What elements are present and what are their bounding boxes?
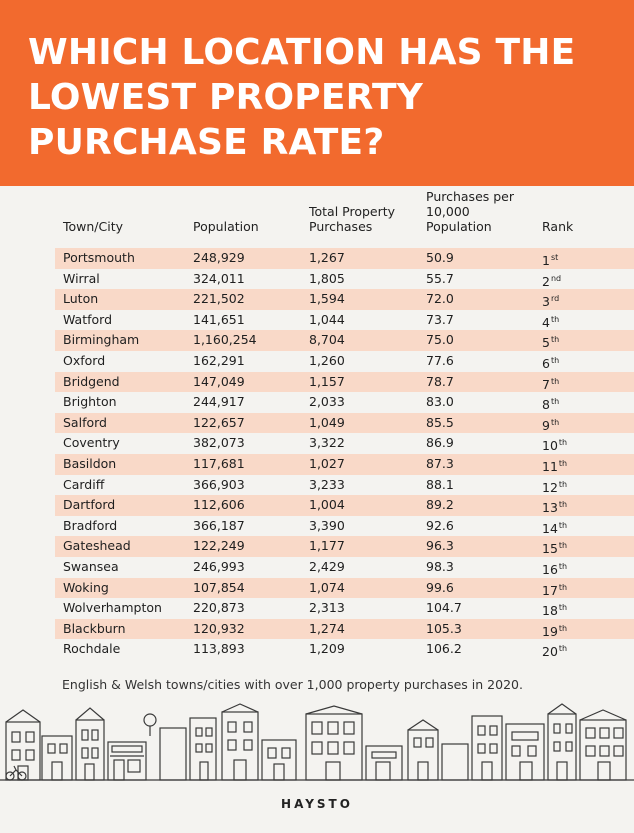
purchases-cell: 1,044 — [309, 311, 345, 327]
town-cell: Wolverhampton — [63, 600, 162, 616]
per10k-cell: 99.6 — [426, 579, 454, 595]
town-cell: Rochdale — [63, 641, 121, 657]
rank-number: 8 — [542, 397, 550, 413]
rank-suffix: st — [550, 253, 559, 262]
population-cell: 141,651 — [193, 311, 245, 327]
rank-suffix: th — [558, 458, 568, 468]
purchase-rate-table — [55, 186, 634, 660]
table-row — [55, 351, 634, 372]
purchases-cell: 1,267 — [309, 250, 345, 265]
table-row — [55, 454, 634, 475]
town-cell: Salford — [63, 414, 107, 430]
town-cell: Luton — [63, 291, 99, 307]
purchases-cell: 3,233 — [309, 476, 345, 492]
rank-suffix: th — [558, 500, 568, 510]
population-cell: 112,606 — [193, 497, 245, 513]
table-row — [55, 619, 634, 640]
rank-suffix: th — [550, 314, 560, 324]
purchases-cell: 1,805 — [309, 270, 345, 286]
rank-suffix: nd — [550, 273, 562, 283]
population-cell: 120,932 — [193, 620, 245, 636]
per10k-cell: 88.1 — [426, 476, 454, 492]
per10k-cell: 55.7 — [426, 270, 454, 286]
per10k-cell: 73.7 — [426, 311, 454, 327]
table-row — [55, 639, 634, 660]
population-cell: 113,893 — [193, 641, 245, 657]
town-cell: Cardiff — [63, 476, 105, 492]
population-cell: 248,929 — [193, 250, 245, 265]
table-row — [55, 413, 634, 434]
table-header — [55, 186, 634, 248]
rank-suffix: th — [558, 479, 568, 489]
rank-number: 16 — [542, 561, 558, 577]
purchases-cell: 1,274 — [309, 620, 345, 636]
rank-suffix: th — [550, 355, 560, 365]
table-row — [55, 495, 634, 516]
table-row — [55, 392, 634, 413]
rank-number: 19 — [542, 623, 558, 639]
town-cell: Swansea — [63, 558, 119, 574]
column-header-population: Population — [193, 219, 259, 234]
per10k-cell: 83.0 — [426, 394, 454, 410]
population-cell: 122,657 — [193, 414, 245, 430]
rank-number: 9 — [542, 417, 550, 433]
table-row — [55, 310, 634, 331]
per10k-cell: 104.7 — [426, 600, 462, 616]
rank-number: 18 — [542, 603, 558, 619]
purchases-cell: 1,049 — [309, 414, 345, 430]
town-cell: Coventry — [63, 435, 120, 451]
town-cell: Wirral — [63, 270, 100, 286]
per10k-cell: 86.9 — [426, 435, 454, 451]
per10k-cell: 72.0 — [426, 291, 454, 307]
rank-number: 4 — [542, 314, 550, 330]
population-cell: 162,291 — [193, 352, 245, 368]
rank-number: 5 — [542, 335, 550, 351]
rank-suffix: th — [558, 582, 568, 592]
rank-number: 3 — [542, 294, 550, 310]
rank-number: 13 — [542, 500, 558, 516]
population-cell: 221,502 — [193, 291, 245, 307]
rank-suffix: th — [558, 520, 568, 530]
population-cell: 117,681 — [193, 455, 245, 471]
purchases-cell: 3,390 — [309, 517, 345, 533]
population-cell: 324,011 — [193, 270, 245, 286]
table-row — [55, 578, 634, 599]
table-row — [55, 433, 634, 454]
town-cell: Birmingham — [63, 332, 140, 348]
per10k-cell: 89.2 — [426, 497, 454, 513]
rank-suffix: th — [558, 561, 568, 571]
street-of-houses-illustration — [0, 700, 634, 785]
rank-number: 20 — [542, 644, 558, 660]
population-cell: 122,249 — [193, 538, 245, 554]
column-header-town: Town/City — [63, 219, 124, 234]
rank-number: 1 — [542, 253, 550, 268]
per10k-cell: 105.3 — [426, 620, 462, 636]
rank-number: 12 — [542, 479, 558, 495]
rank-number: 15 — [542, 541, 558, 557]
footnote: English & Welsh towns/cities with over 1,000 property purchases in 2020. — [62, 677, 523, 692]
rank-suffix: th — [558, 644, 568, 654]
header-banner — [0, 0, 634, 186]
rank-number: 17 — [542, 582, 558, 598]
per10k-cell: 87.3 — [426, 455, 454, 471]
column-header-rank: Rank — [542, 219, 574, 234]
column-header-per-10000: Purchases per 10,000 Population — [426, 189, 515, 234]
rank-suffix: th — [550, 376, 560, 386]
rank-suffix: rd — [550, 294, 560, 304]
table-row — [55, 269, 634, 290]
population-cell: 107,854 — [193, 579, 245, 595]
purchases-cell: 1,027 — [309, 455, 345, 471]
town-cell: Watford — [63, 311, 113, 327]
table-row — [55, 330, 634, 351]
town-cell: Portsmouth — [63, 250, 135, 265]
per10k-cell: 106.2 — [426, 641, 462, 657]
rank-number: 14 — [542, 520, 558, 536]
purchases-cell: 2,313 — [309, 600, 345, 616]
per10k-cell: 98.3 — [426, 558, 454, 574]
table-body — [55, 248, 634, 660]
rank-number: 10 — [542, 438, 558, 454]
per10k-cell: 50.9 — [426, 250, 454, 265]
town-cell: Oxford — [63, 352, 106, 368]
per10k-cell: 96.3 — [426, 538, 454, 554]
town-cell: Bridgend — [63, 373, 120, 389]
brand-logo: HAYSTO — [281, 797, 353, 811]
table-row — [55, 248, 634, 269]
column-header-total-purchases: Total Property Purchases — [309, 204, 396, 234]
purchases-cell: 8,704 — [309, 332, 345, 348]
purchases-cell: 1,177 — [309, 538, 345, 554]
purchases-cell: 1,594 — [309, 291, 345, 307]
table-row — [55, 536, 634, 557]
table-row — [55, 598, 634, 619]
population-cell: 244,917 — [193, 394, 245, 410]
purchases-cell: 2,429 — [309, 558, 345, 574]
town-cell: Gateshead — [63, 538, 131, 554]
rank-number: 11 — [542, 458, 558, 474]
rank-number: 2 — [542, 273, 550, 289]
page-title: WHICH LOCATION HAS THE LOWEST PROPERTY PURCHASE RATE? — [28, 32, 576, 163]
town-cell: Basildon — [63, 455, 117, 471]
rank-number: 7 — [542, 376, 550, 392]
population-cell: 220,873 — [193, 600, 245, 616]
table-row — [55, 557, 634, 578]
town-cell: Woking — [63, 579, 109, 595]
purchases-cell: 1,157 — [309, 373, 345, 389]
purchases-cell: 1,260 — [309, 352, 345, 368]
rank-suffix: th — [558, 541, 568, 551]
table-row — [55, 516, 634, 537]
population-cell: 246,993 — [193, 558, 245, 574]
per10k-cell: 85.5 — [426, 414, 454, 430]
rank-suffix: th — [558, 438, 568, 448]
purchases-cell: 1,209 — [309, 641, 345, 657]
purchases-cell: 3,322 — [309, 435, 345, 451]
per10k-cell: 92.6 — [426, 517, 454, 533]
table-row — [55, 372, 634, 393]
population-cell: 366,903 — [193, 476, 245, 492]
population-cell: 1,160,254 — [193, 332, 257, 348]
rank-suffix: th — [558, 623, 568, 633]
population-cell: 382,073 — [193, 435, 245, 451]
purchases-cell: 2,033 — [309, 394, 345, 410]
table-row — [55, 475, 634, 496]
rank-suffix: th — [550, 335, 560, 345]
rank-number: 6 — [542, 355, 550, 371]
town-cell: Brighton — [63, 394, 117, 410]
town-cell: Blackburn — [63, 620, 126, 636]
town-cell: Bradford — [63, 517, 118, 533]
rank-suffix: th — [550, 417, 560, 427]
table-row — [55, 289, 634, 310]
population-cell: 147,049 — [193, 373, 245, 389]
purchases-cell: 1,004 — [309, 497, 345, 513]
rank-suffix: th — [558, 603, 568, 613]
town-cell: Dartford — [63, 497, 116, 513]
purchases-cell: 1,074 — [309, 579, 345, 595]
rank-cell — [542, 639, 567, 663]
per10k-cell: 78.7 — [426, 373, 454, 389]
rank-suffix: th — [550, 397, 560, 407]
per10k-cell: 75.0 — [426, 332, 454, 348]
population-cell: 366,187 — [193, 517, 245, 533]
per10k-cell: 77.6 — [426, 352, 454, 368]
